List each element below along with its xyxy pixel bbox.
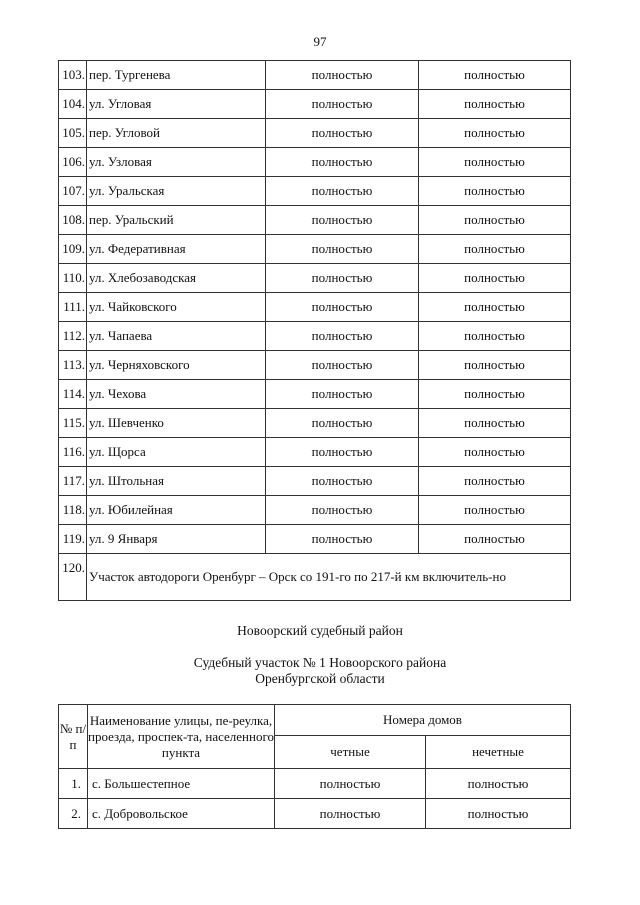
odd-houses: полностью (419, 264, 571, 293)
row-number: 108. (59, 206, 87, 235)
street-name: ул. Шевченко (87, 409, 266, 438)
even-houses: полностью (266, 235, 419, 264)
table-row (59, 293, 571, 322)
even-houses: полностью (266, 148, 419, 177)
street-name: ул. 9 Января (87, 525, 266, 554)
odd-houses: полностью (426, 769, 571, 799)
row-number: 112. (59, 322, 87, 351)
table-row (59, 554, 571, 601)
row-number: 120. (59, 554, 87, 601)
row-number: 119. (59, 525, 87, 554)
even-houses: полностью (275, 769, 426, 799)
street-name: ул. Юбилейная (87, 496, 266, 525)
table-row (59, 467, 571, 496)
table-row (59, 525, 571, 554)
odd-houses: полностью (419, 293, 571, 322)
odd-houses: полностью (419, 206, 571, 235)
odd-houses: полностью (419, 177, 571, 206)
section-title-line2: Оренбургской области (255, 671, 385, 686)
streets-table-continued (58, 60, 571, 601)
table-row (59, 409, 571, 438)
row-number: 110. (59, 264, 87, 293)
even-houses: полностью (266, 61, 419, 90)
even-houses: полностью (266, 206, 419, 235)
district-title: Новоорский судебный район (237, 623, 403, 638)
odd-houses: полностью (419, 61, 571, 90)
odd-houses: полностью (419, 409, 571, 438)
row-number: 117. (59, 467, 87, 496)
even-houses: полностью (275, 799, 426, 829)
street-name: ул. Щорса (87, 438, 266, 467)
table-row (59, 380, 571, 409)
row-number: 2. (59, 799, 88, 829)
table-row (59, 769, 571, 799)
even-houses: полностью (266, 467, 419, 496)
even-houses: полностью (266, 525, 419, 554)
page-number: 97 (313, 34, 327, 49)
row-number: 114. (59, 380, 87, 409)
even-houses: полностью (266, 90, 419, 119)
row-number: 118. (59, 496, 87, 525)
row-number: 111. (59, 293, 87, 322)
odd-houses: полностью (419, 467, 571, 496)
odd-houses: полностью (419, 322, 571, 351)
section-title-line1: Судебный участок № 1 Новоорского района (193, 655, 447, 670)
street-name: ул. Чайковского (87, 293, 266, 322)
table-row (59, 322, 571, 351)
row-number: 115. (59, 409, 87, 438)
even-houses: полностью (266, 380, 419, 409)
street-name: ул. Черняховского (87, 351, 266, 380)
street-name: ул. Чехова (87, 380, 266, 409)
row-number: 113. (59, 351, 87, 380)
table-row (59, 119, 571, 148)
header-name: Наименование улицы, пе-реулка, проезда, проспек-та, населенного пункта (88, 705, 275, 769)
odd-houses: полностью (419, 235, 571, 264)
street-name: пер. Уральский (87, 206, 266, 235)
table-row (59, 90, 571, 119)
street-name: ул. Угловая (87, 90, 266, 119)
street-name: пер. Тургенева (87, 61, 266, 90)
row-number: 107. (59, 177, 87, 206)
odd-houses: полностью (426, 799, 571, 829)
even-houses: полностью (266, 264, 419, 293)
row-number: 103. (59, 61, 87, 90)
street-name: пер. Угловой (87, 119, 266, 148)
street-name: ул. Федеративная (87, 235, 266, 264)
table-row (59, 177, 571, 206)
table-row (59, 438, 571, 467)
odd-houses: полностью (419, 351, 571, 380)
odd-houses: полностью (419, 148, 571, 177)
even-houses: полностью (266, 496, 419, 525)
header-houses: Номера домов (275, 705, 571, 736)
even-houses: полностью (266, 409, 419, 438)
even-houses: полностью (266, 322, 419, 351)
row-number: 116. (59, 438, 87, 467)
odd-houses: полностью (419, 380, 571, 409)
even-houses: полностью (266, 351, 419, 380)
road-section-cell: Участок автодороги Оренбург – Орск со 191-го по 217-й км включитель-но (87, 554, 571, 601)
even-houses: полностью (266, 177, 419, 206)
header-odd: нечетные (426, 736, 571, 769)
row-number: 106. (59, 148, 87, 177)
street-name: ул. Чапаева (87, 322, 266, 351)
header-even: четные (275, 736, 426, 769)
row-number: 105. (59, 119, 87, 148)
even-houses: полностью (266, 119, 419, 148)
row-number: 109. (59, 235, 87, 264)
table-row (59, 61, 571, 90)
street-name: ул. Хлебозаводская (87, 264, 266, 293)
table-row (59, 206, 571, 235)
street-name: ул. Штольная (87, 467, 266, 496)
odd-houses: полностью (419, 438, 571, 467)
street-name: ул. Уральская (87, 177, 266, 206)
odd-houses: полностью (419, 496, 571, 525)
table-row (59, 235, 571, 264)
street-name: с. Большестепное (88, 769, 275, 799)
odd-houses: полностью (419, 90, 571, 119)
row-number: 1. (59, 769, 88, 799)
header-num: № п/п (59, 705, 88, 769)
even-houses: полностью (266, 293, 419, 322)
street-name: с. Добровольское (88, 799, 275, 829)
odd-houses: полностью (419, 119, 571, 148)
table-row (59, 148, 571, 177)
table-row (59, 264, 571, 293)
even-houses: полностью (266, 438, 419, 467)
streets-table (58, 704, 571, 829)
row-number: 104. (59, 90, 87, 119)
odd-houses: полностью (419, 525, 571, 554)
street-name: ул. Узловая (87, 148, 266, 177)
table-row (59, 351, 571, 380)
table-row (59, 799, 571, 829)
table-row (59, 496, 571, 525)
